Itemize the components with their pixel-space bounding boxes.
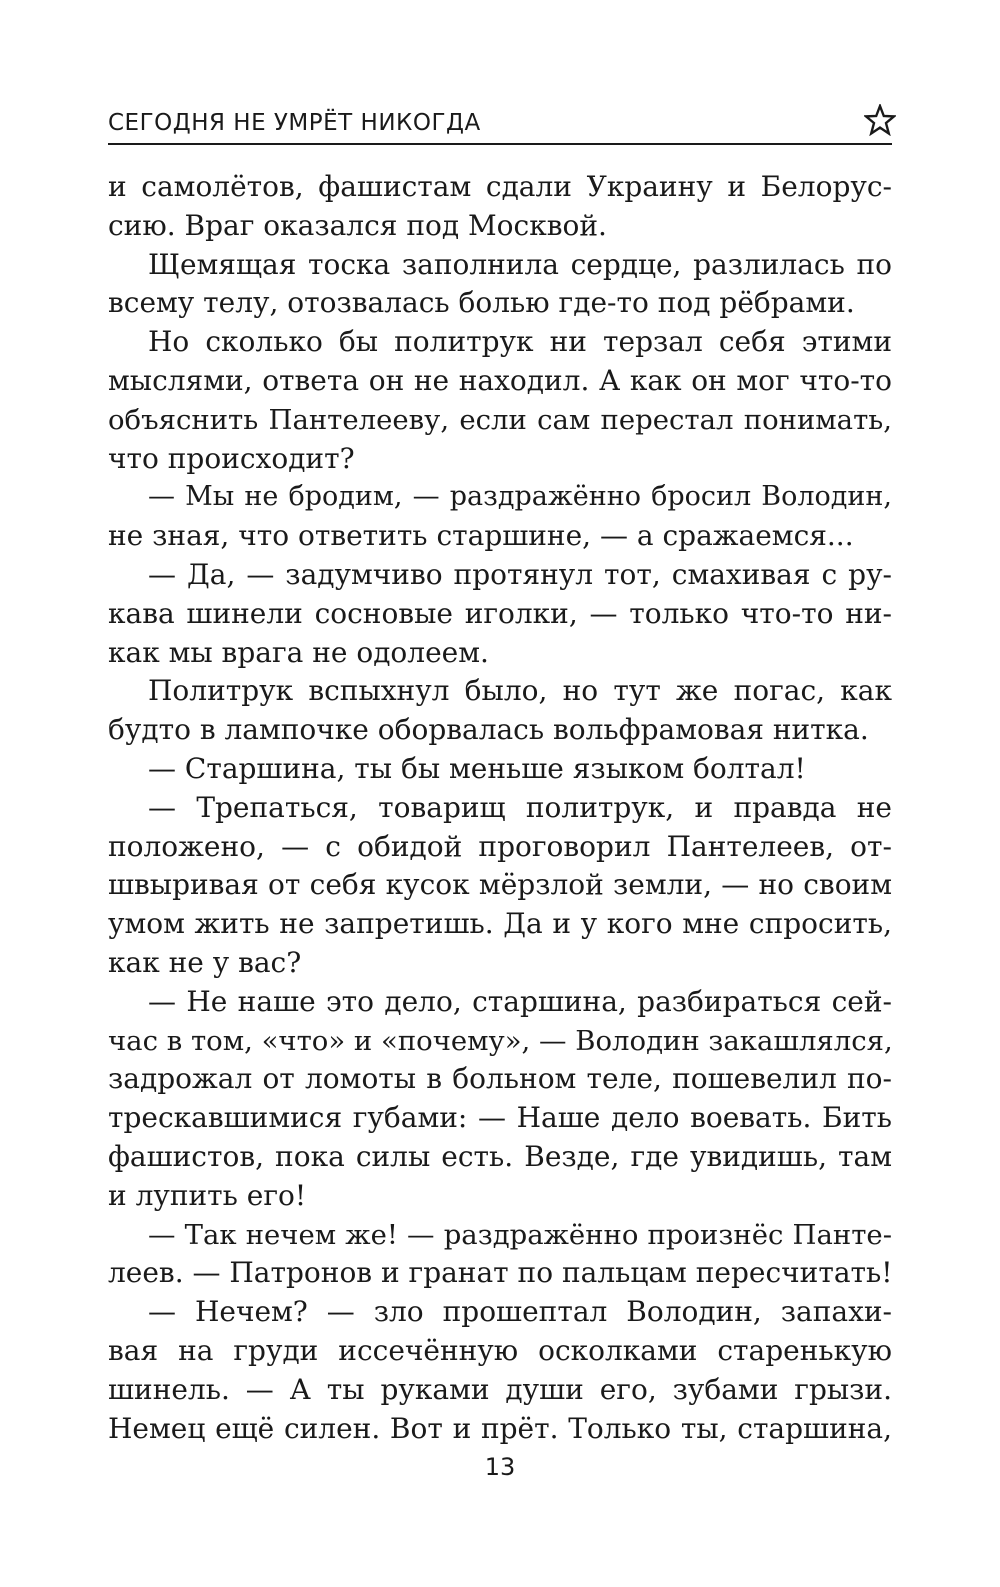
text-line: как не у вас? xyxy=(108,945,302,979)
text-line: кава шинели сосновые иголки, — только что-то ни- xyxy=(108,596,892,630)
running-title: СЕГОДНЯ НЕ УМРЁТ НИКОГДА xyxy=(108,110,481,136)
text-line: — Трепаться, товарищ политрук, и правда не xyxy=(148,790,892,824)
text-line: трескавшимися губами: — Наше дело воевать. Бить xyxy=(108,1101,892,1135)
text-line: — Мы не бродим, — раздражённо бросил Володин, xyxy=(148,481,892,513)
text-line: мыслями, ответа он не находил. А как он мог что-то xyxy=(108,363,892,397)
running-head xyxy=(108,104,892,144)
text-line: — Старшина, ты бы меньше языком болтал! xyxy=(148,751,806,785)
text-line: — Да, — задумчиво протянул тот, смахивая с ру- xyxy=(148,557,892,591)
text-line: всему телу, отозвалась болью где-то под рёбрами. xyxy=(108,286,855,320)
text-line: Немец ещё силен. Вот и прёт. Только ты, старшина, xyxy=(108,1411,892,1445)
text-line: — Нечем? — зло прошептал Володин, запахи- xyxy=(148,1295,892,1329)
text-line: и самолётов, фашистам сдали Украину и Белорус- xyxy=(108,170,892,203)
body-text xyxy=(108,168,892,1448)
text-line: — Так нечем же! — раздражённо произнёс Панте- xyxy=(148,1218,892,1251)
text-line: будто в лампочке оборвалась вольфрамовая нитка. xyxy=(108,713,869,747)
text-line: вая на груди иссечённую осколками старенькую xyxy=(108,1333,892,1367)
page-number: 13 xyxy=(484,1453,516,1481)
text-line: положено, — с обидой проговорил Пантелеев, от- xyxy=(108,829,892,863)
header-rule xyxy=(108,143,892,145)
star-outline-icon xyxy=(864,104,896,136)
text-line: объяснить Пантелееву, если сам перестал понимать, xyxy=(108,403,892,436)
text-line: шинель. — А ты руками души его, зубами грызи. xyxy=(108,1372,892,1406)
text-line: Но сколько бы политрук ни терзал себя этими xyxy=(148,325,892,359)
text-line: Щемящая тоска заполнила сердце, разлилась по xyxy=(148,247,892,281)
text-line: что происходит? xyxy=(108,441,355,475)
text-line: умом жить не запретишь. Да и у кого мне спросить, xyxy=(108,907,892,941)
text-line: час в том, «что» и «почему», — Володин закашлялся, xyxy=(108,1024,893,1057)
text-line: фашистов, пока силы есть. Везде, где увидишь, там xyxy=(108,1139,892,1173)
text-line: Политрук вспыхнул было, но тут же погас, как xyxy=(148,674,892,708)
text-line: леев. — Патронов и гранат по пальцам пересчитать! xyxy=(108,1256,893,1290)
text-line: не зная, что ответить старшине, — а сражаемся... xyxy=(108,519,854,553)
text-line: как мы врага не одолеем. xyxy=(108,635,489,669)
text-line: и лупить его! xyxy=(108,1178,307,1212)
text-line: задрожал от ломоты в больном теле, пошевелил по- xyxy=(108,1062,892,1096)
text-line: сию. Враг оказался под Москвой. xyxy=(108,208,607,242)
text-line: — Не наше это дело, старшина, разбираться сей- xyxy=(148,984,892,1018)
text-line: швыривая от себя кусок мёрзлой земли, — но своим xyxy=(108,868,892,902)
